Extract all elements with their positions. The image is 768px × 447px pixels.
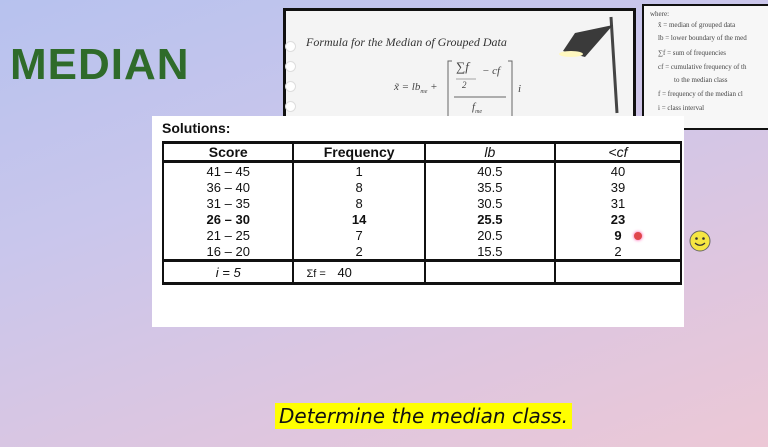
legend-line: f = frequency of the median cl — [658, 90, 743, 98]
cell: 26 – 30 — [163, 211, 293, 227]
cell: 15.5 — [425, 243, 555, 261]
header-score: Score — [163, 143, 293, 162]
table-row — [163, 179, 681, 195]
cell: 20.5 — [425, 227, 555, 243]
cell: 31 — [555, 195, 681, 211]
slide-title: MEDIAN — [10, 40, 190, 89]
cell: 7 — [293, 227, 424, 243]
smiley-icon — [689, 230, 711, 252]
table-row — [163, 195, 681, 211]
cell — [425, 261, 555, 284]
cell: 16 – 20 — [163, 243, 293, 261]
legend-line: i = class interval — [658, 104, 705, 112]
header-cf: <cf — [555, 143, 681, 162]
formula-half: 2 — [462, 80, 467, 90]
formula-title: Formula for the Median of Grouped Data — [306, 35, 507, 49]
cell: 41 – 45 — [163, 162, 293, 180]
formula-times-i: i — [518, 83, 522, 95]
cell — [555, 261, 681, 284]
table-row — [163, 243, 681, 261]
cell: 40.5 — [425, 162, 555, 180]
header-lb: lb — [425, 143, 555, 162]
cell: 36 – 40 — [163, 179, 293, 195]
legend-line: lb = lower boundary of the med — [658, 34, 747, 42]
interval-cell: i = 5 — [163, 261, 293, 284]
cell: 39 — [555, 179, 681, 195]
sum-cell — [293, 261, 424, 284]
desk-lamp-icon — [555, 15, 625, 115]
solutions-panel — [152, 116, 684, 327]
header-frequency: Frequency — [293, 143, 424, 162]
formula-sum-f: ∑f — [456, 59, 469, 74]
cell: 35.5 — [425, 179, 555, 195]
table-row — [163, 227, 681, 243]
formula-card — [283, 8, 636, 132]
table-header-row — [163, 143, 681, 162]
sum-value: 40 — [337, 264, 352, 280]
formula-denominator-sub: me — [475, 109, 483, 116]
cell: 25.5 — [425, 211, 555, 227]
cell: 2 — [555, 243, 681, 261]
legend-card — [642, 4, 768, 130]
sum-label: Σf = — [306, 267, 326, 280]
legend-line: x̃ = median of grouped data — [658, 21, 736, 29]
median-class-row — [163, 211, 681, 227]
frequency-table — [162, 141, 682, 285]
cell: 8 — [293, 195, 424, 211]
cell: 14 — [293, 211, 424, 227]
table-footer-row — [163, 261, 681, 284]
legend-line: cf = cumulative frequency of th — [658, 63, 747, 71]
formula-denominator: f — [472, 101, 476, 113]
formula-lhs-sub: me — [420, 89, 428, 96]
solutions-label: Solutions: — [162, 120, 231, 136]
legend-line: to the median class — [674, 76, 728, 84]
prompt-text: Determine the median class. — [275, 403, 572, 429]
cell: 31 – 35 — [163, 195, 293, 211]
formula-plus: + — [430, 81, 438, 93]
table-row — [163, 162, 681, 180]
cell: 23 — [555, 211, 681, 227]
cell: 2 — [293, 243, 424, 261]
formula-lhs: x̃ = lb — [394, 81, 421, 93]
laser-pointer-dot — [634, 232, 642, 240]
cell: 8 — [293, 179, 424, 195]
legend-line: ∑f = sum of frequencies — [658, 49, 727, 57]
cell: 9 — [555, 227, 681, 243]
legend-where: where: — [650, 10, 670, 18]
cell: 1 — [293, 162, 424, 180]
formula-minus-cf: − cf — [482, 65, 501, 77]
cell: 21 – 25 — [163, 227, 293, 243]
cell: 40 — [555, 162, 681, 180]
cell: 30.5 — [425, 195, 555, 211]
